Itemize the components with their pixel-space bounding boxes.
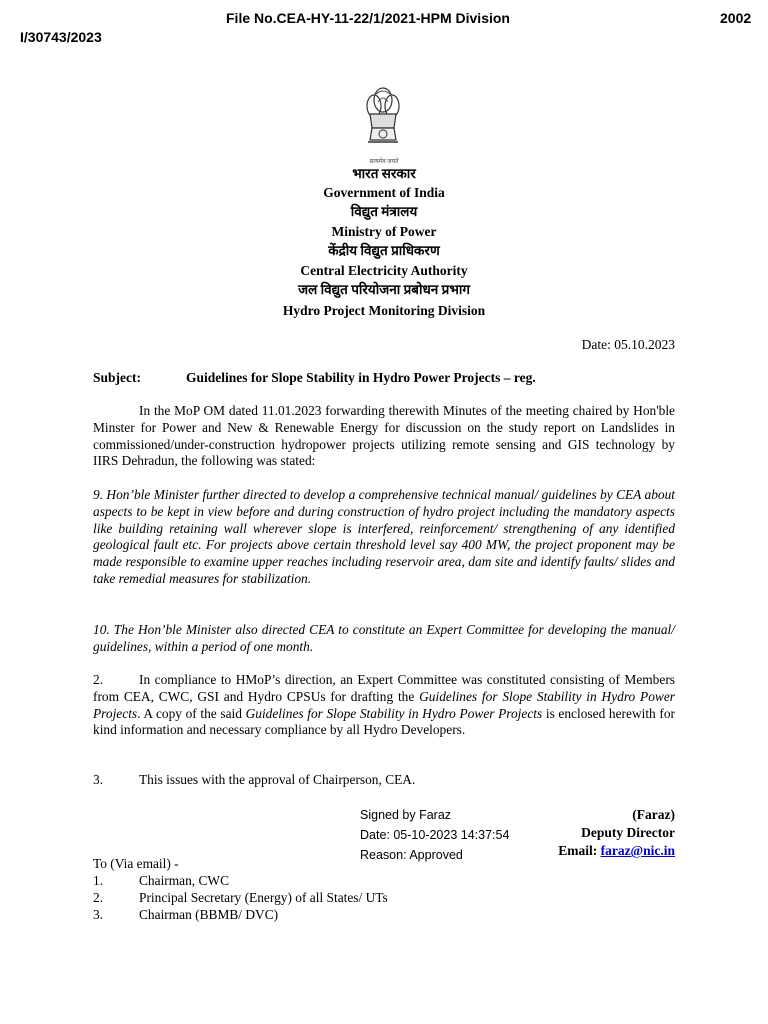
- subject-label: Subject:: [93, 370, 141, 385]
- signature-signed-by: Signed by Faraz: [360, 808, 452, 822]
- emblem-motto: सत्यमेव जयते: [369, 159, 399, 165]
- quote-point-9: 9. Hon’ble Minister further directed to develop a comprehensive technical manual/ guidelines by CEA about aspects to be kept in view before and during construction of hydro project including the mandatory aspects like building retaining wall wherever slope is interfered, reinforcement/ strengthening of any identified geological fault etc. For projects above certain threshold level say 400 MW, the project proponent may be made responsible to examine upper reaches including reservoir area, dam site and identify faults/ slides and take remedial measures for stabilization.: [93, 487, 675, 586]
- list-item-text: Chairman, CWC: [139, 873, 230, 888]
- list-item-number: 1.: [93, 873, 104, 888]
- signature-reason: Reason: Approved: [360, 848, 463, 862]
- list-item-number: 2.: [93, 890, 104, 905]
- page-number: 2002: [720, 10, 752, 26]
- national-emblem-icon: [360, 84, 406, 166]
- signatory-email-line: [558, 842, 675, 860]
- signature-date: Date: 05-10-2023 14:37:54: [360, 828, 510, 842]
- recipients-list: [93, 855, 388, 923]
- division-name: Hydro Project Monitoring Division: [282, 303, 486, 318]
- hindi-ministry: विद्युत मंत्रालय: [350, 204, 418, 219]
- paragraph-2-guidelines-title-2: Guidelines for Slope Stability in Hydro Power Projects: [245, 705, 543, 721]
- list-item: [93, 906, 388, 923]
- govt-of-india: Government of India: [323, 185, 445, 200]
- list-item: [93, 889, 388, 906]
- email-link[interactable]: faraz@nic.in: [600, 843, 675, 858]
- ministry-of-power: Ministry of Power: [331, 224, 437, 239]
- list-item: [93, 872, 388, 889]
- central-electricity-authority: Central Electricity Authority: [300, 263, 468, 278]
- email-label: Email:: [558, 843, 598, 858]
- paragraph-2-guidelines-title-1: Guidelines for Slope Stability in Hydro Power Projects: [93, 688, 675, 721]
- paragraph-3: This issues with the approval of Chairperson, CEA.: [139, 772, 416, 787]
- file-number: File No.CEA-HY-11-22/1/2021-HPM Division: [226, 10, 510, 26]
- document-date: Date: 05.10.2023: [581, 337, 675, 352]
- subject-text: Guidelines for Slope Stability in Hydro Power Projects – reg.: [186, 370, 536, 385]
- list-item-number: 3.: [93, 907, 104, 922]
- paragraph-3-number: 3.: [93, 772, 104, 787]
- hindi-division: जल विद्युत परियोजना प्रबोधन प्रभाग: [298, 282, 470, 297]
- paragraph-2-number: 2.: [93, 672, 104, 687]
- paragraph-2-text-b: . A copy of the said: [137, 705, 246, 721]
- paragraph-1: In the MoP OM dated 11.01.2023 forwarding therewith Minutes of the meeting chaired by Hon'ble Minster for Power and New & Renewable Energy for discussion on the study report on Landslides in commissioned/under-construction hydropower projects utilizing remote sensing and GIS technology by IIRS Dehradun, the following was stated:: [93, 403, 675, 469]
- list-item-text: Principal Secretary (Energy) of all States/ UTs: [139, 890, 388, 905]
- recipients-heading: To (Via email) -: [93, 856, 179, 871]
- paragraph-2-text-c: is enclosed herewith for kind information and necessary compliance by all Hydro Developers.: [93, 705, 675, 738]
- signatory-block: [558, 806, 675, 860]
- hindi-authority: केंद्रीय विद्युत प्राधिकरण: [328, 243, 440, 258]
- paragraph-2: [93, 672, 675, 739]
- reference-id: I/30743/2023: [20, 29, 102, 45]
- signatory-designation: Deputy Director: [581, 825, 675, 840]
- signatory-name: (Faraz): [632, 807, 675, 822]
- quote-point-10: 10. The Hon’ble Minister also directed CEA to constitute an Expert Committee for developing the manual/ guidelines, within a period of one month.: [93, 622, 675, 654]
- hindi-govt: भारत सरकार: [352, 166, 416, 181]
- list-item-text: Chairman (BBMB/ DVC): [139, 907, 279, 922]
- paragraph-2-text-a: In compliance to HMoP’s direction, an Expert Committee was constituted consisting of Members from CEA, CWC, GSI and Hydro CPSUs for drafting the: [93, 672, 675, 704]
